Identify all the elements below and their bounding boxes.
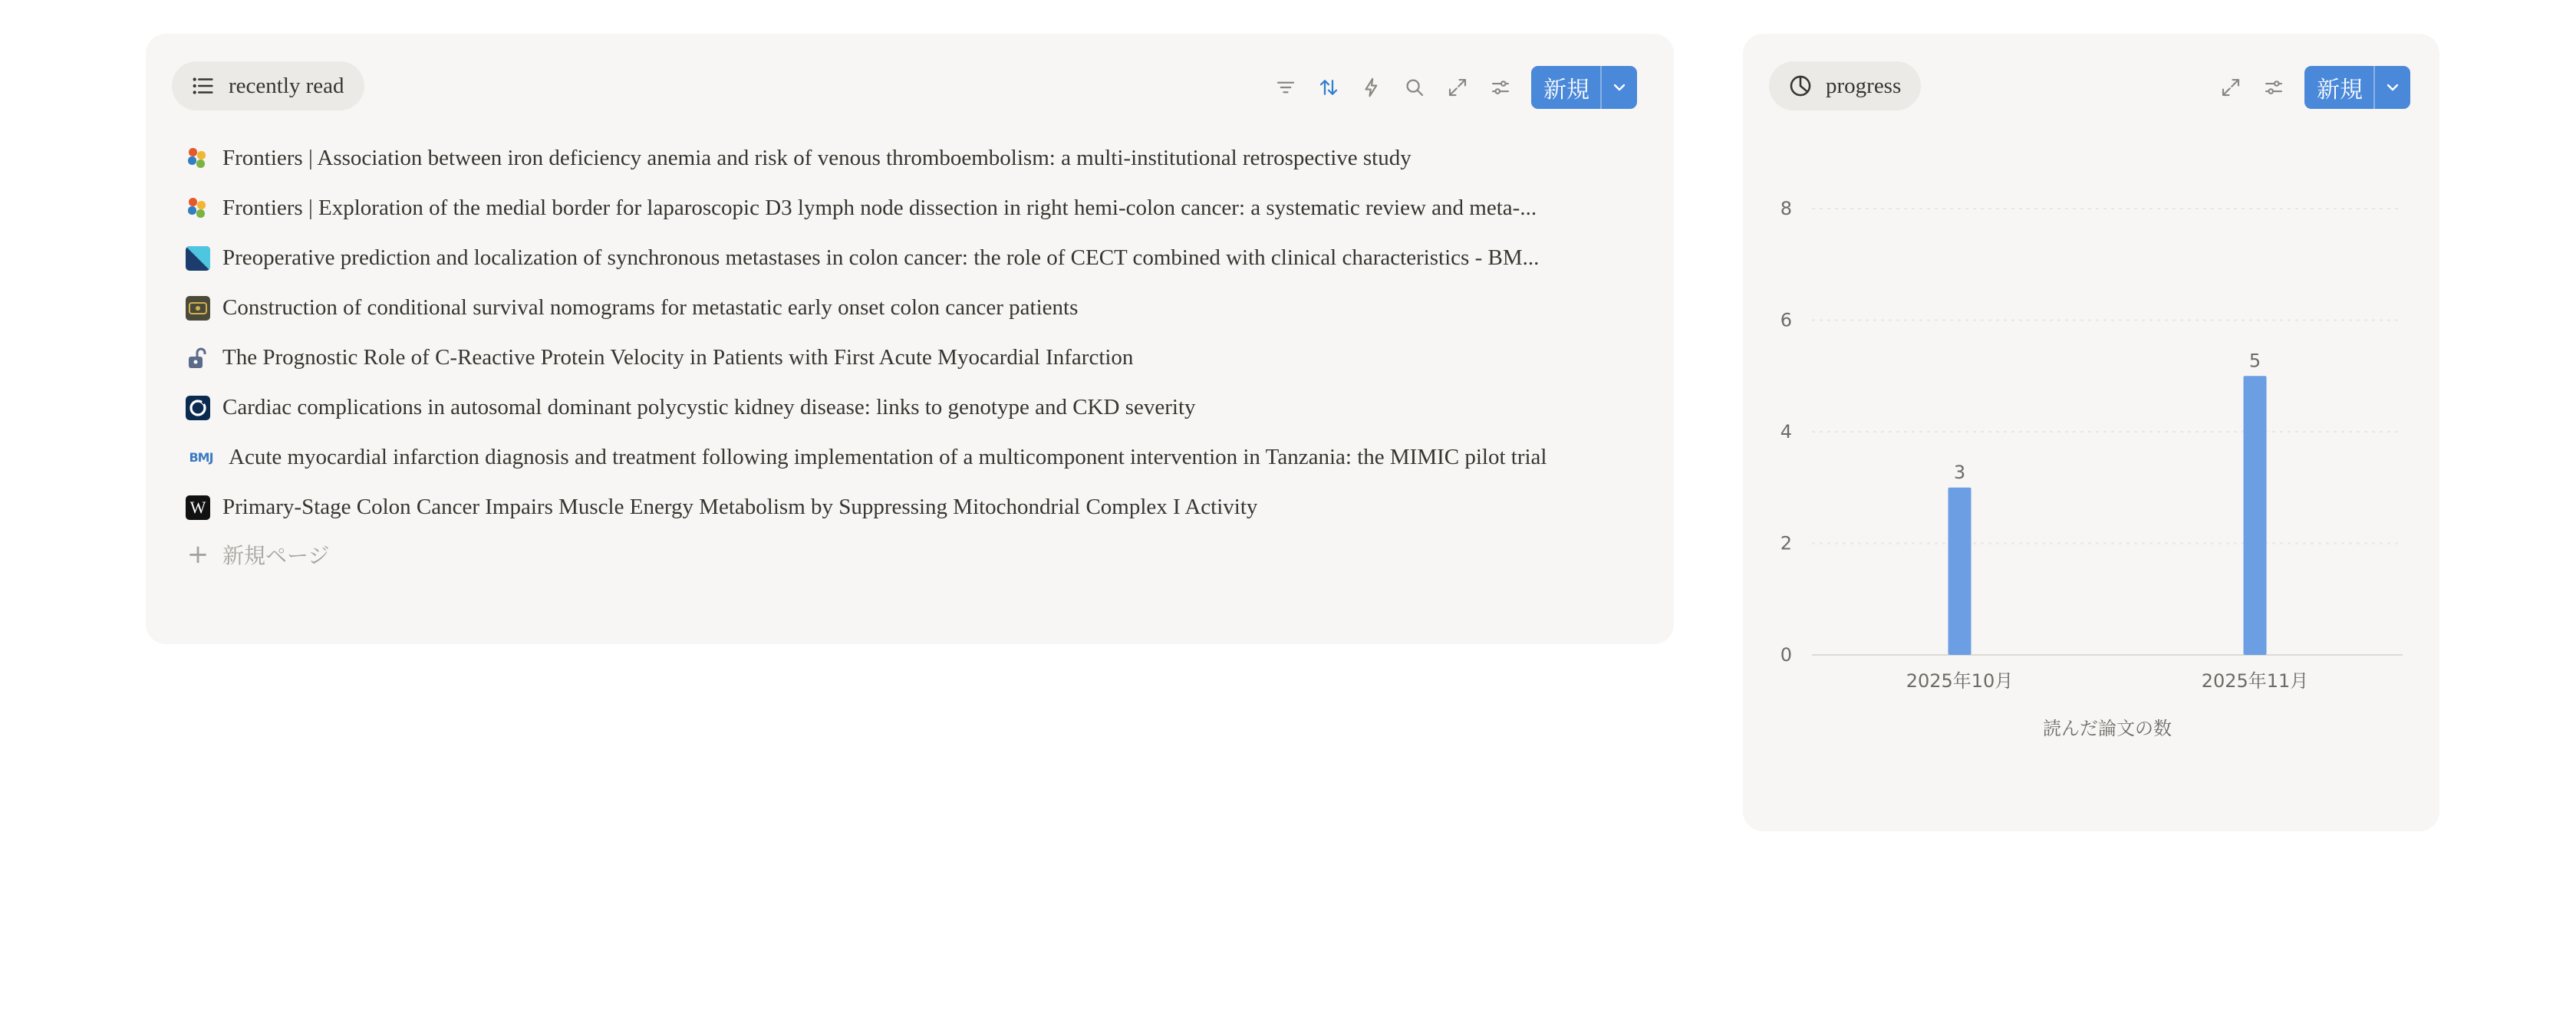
chevron-down-icon <box>1610 78 1629 97</box>
x-tick-label: 2025年11月 <box>2201 670 2309 692</box>
pie-chart-icon <box>1787 73 1813 99</box>
view-tab-label: progress <box>1826 73 1902 98</box>
x-axis-title: 読んだ論文の数 <box>2043 718 2172 739</box>
list-item-title: Frontiers | Association between iron deficiency anemia and risk of venous thromboembolism: a multi-institutional retrospective study <box>222 146 1412 170</box>
x-tick-label: 2025年10月 <box>1906 670 2014 692</box>
settings-icon[interactable] <box>1479 66 1522 109</box>
list-item-title: Primary-Stage Colon Cancer Impairs Muscle Energy Metabolism by Suppressing Mitochondrial Complex I Activity <box>222 495 1258 519</box>
list-item[interactable] <box>186 183 1659 233</box>
y-tick-label: 4 <box>1780 421 1792 442</box>
y-tick-label: 8 <box>1780 198 1792 219</box>
list-item[interactable] <box>186 133 1659 183</box>
automation-icon[interactable] <box>1350 66 1393 109</box>
list-item[interactable] <box>186 433 1659 482</box>
list-item[interactable] <box>186 283 1659 333</box>
list-item-title: Frontiers | Exploration of the medial border for laparoscopic D3 lymph node dissection in right hemi-colon cancer: a systematic review and meta-... <box>222 196 1537 220</box>
y-tick-label: 0 <box>1780 644 1792 666</box>
new-button[interactable]: 新規 <box>2317 77 2363 104</box>
bmj-logo-icon: BMJ <box>189 450 213 465</box>
bar <box>2244 376 2267 655</box>
view-tab-progress[interactable] <box>1769 61 1921 110</box>
list-item[interactable] <box>186 333 1659 383</box>
new-dropdown-button[interactable] <box>2373 66 2410 109</box>
add-page-button[interactable] <box>186 532 1659 577</box>
frontiers-logo-icon <box>186 146 210 171</box>
chevron-down-icon <box>2383 78 2402 97</box>
list-icon <box>190 73 216 99</box>
page-list <box>186 133 1659 577</box>
y-tick-label: 2 <box>1780 532 1792 554</box>
plus-icon: + <box>186 539 209 570</box>
bmc-logo-icon <box>186 246 210 271</box>
new-button-group <box>2304 66 2410 109</box>
list-item-title: Preoperative prediction and localization of synchronous metastases in colon cancer: the role of CECT combined with clinical characteristics - BM... <box>222 245 1540 270</box>
sort-icon[interactable] <box>1307 66 1350 109</box>
open-lock-icon <box>186 346 210 370</box>
frontiers-logo-icon <box>186 196 210 221</box>
progress-panel <box>1743 34 2439 831</box>
search-icon[interactable] <box>1393 66 1436 109</box>
view-tab-recently-read[interactable] <box>172 61 364 110</box>
list-item[interactable] <box>186 383 1659 433</box>
wiley-logo-icon: W <box>186 495 210 520</box>
filter-icon[interactable] <box>1264 66 1307 109</box>
bar <box>1948 488 1972 655</box>
list-item-title: Construction of conditional survival nomograms for metastatic early onset colon cancer patients <box>222 295 1079 320</box>
chart-toolbar <box>2209 66 2410 109</box>
expand-icon[interactable] <box>2209 66 2252 109</box>
new-button-group <box>1531 66 1637 109</box>
list-item[interactable] <box>186 233 1659 283</box>
settings-icon[interactable] <box>2252 66 2295 109</box>
list-item-title: Acute myocardial infarction diagnosis and treatment following implementation of a multicomponent intervention in Tanzania: the MIMIC pilot trial <box>229 445 1547 469</box>
bar-chart <box>1743 156 2439 816</box>
recently-read-panel <box>146 34 1674 644</box>
data-label: 3 <box>1953 461 1966 483</box>
list-item[interactable] <box>186 482 1659 532</box>
data-label: 5 <box>2248 350 2261 372</box>
add-page-label: 新規ページ <box>222 543 330 568</box>
oup-logo-icon <box>186 396 210 420</box>
view-tab-label: recently read <box>229 73 344 98</box>
new-button[interactable]: 新規 <box>1543 77 1589 104</box>
list-item-title: The Prognostic Role of C-Reactive Protein Velocity in Patients with First Acute Myocardial Infarction <box>222 345 1134 370</box>
new-dropdown-button[interactable] <box>1600 66 1637 109</box>
list-toolbar <box>1264 66 1637 109</box>
expand-icon[interactable] <box>1436 66 1479 109</box>
journal-logo-icon <box>186 296 210 321</box>
list-item-title: Cardiac complications in autosomal dominant polycystic kidney disease: links to genotype and CKD severity <box>222 395 1196 419</box>
y-tick-label: 6 <box>1780 309 1792 331</box>
